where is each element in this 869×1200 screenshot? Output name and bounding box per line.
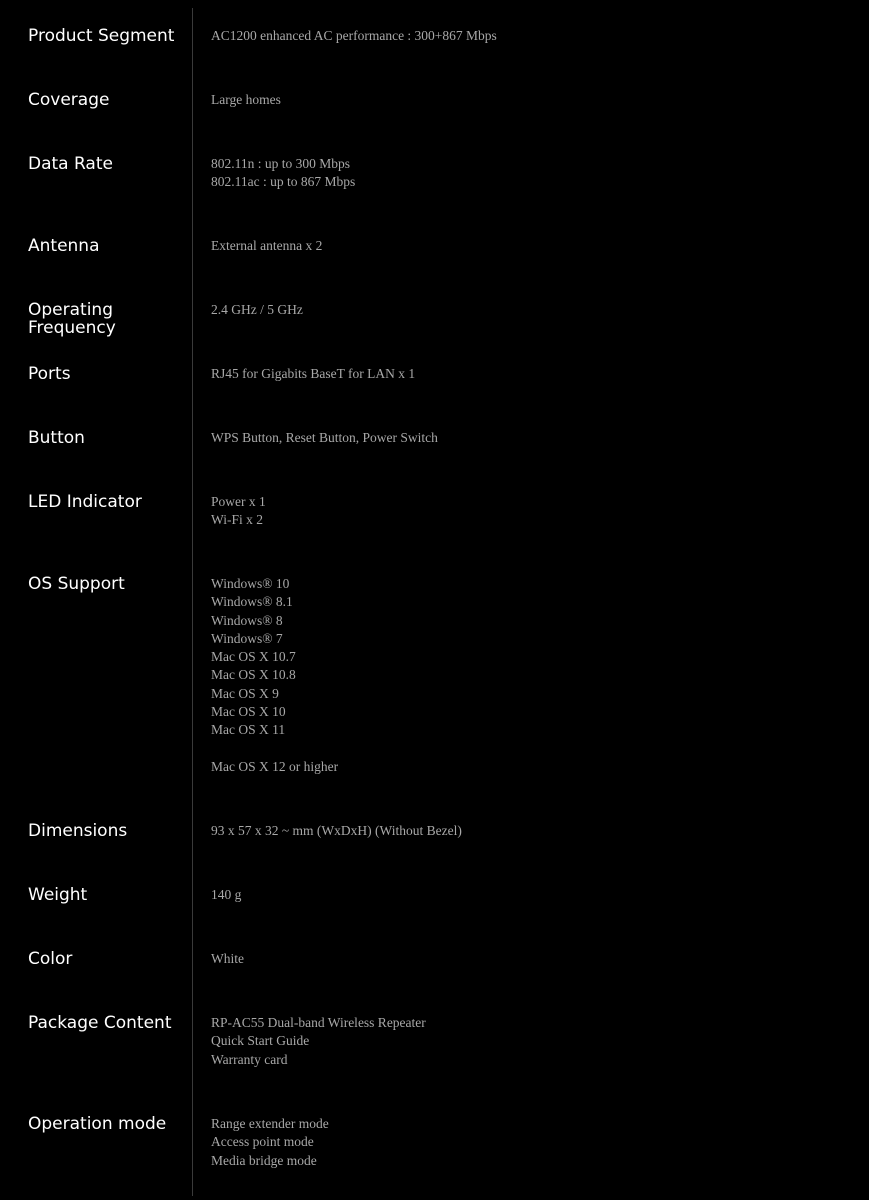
- spec-values: [211, 1014, 851, 1069]
- spec-values: [211, 822, 851, 840]
- spec-label: LED Indicator: [28, 492, 142, 512]
- spec-value: Mac OS X 10: [211, 704, 286, 720]
- spec-value: Windows® 10: [211, 576, 290, 591]
- spec-value: 802.11n : up to 300 Mbps: [211, 156, 351, 171]
- spec-value: Media bridge mode: [211, 1152, 317, 1168]
- spec-label: OS Support: [28, 574, 125, 594]
- spec-values: [211, 237, 851, 255]
- spec-value: Mac OS X 10.8: [211, 667, 296, 683]
- spec-value: AC1200 enhanced AC performance : 300+867 Mbps: [211, 28, 497, 43]
- spec-value-gap: [211, 740, 851, 758]
- spec-value: Warranty card: [211, 1051, 288, 1067]
- spec-label: Coverage: [28, 90, 110, 110]
- spec-value: Power x 1: [211, 494, 266, 509]
- spec-value: Large homes: [211, 92, 281, 107]
- spec-label: Data Rate: [28, 154, 113, 174]
- spec-values: [211, 91, 851, 109]
- spec-label: Ports: [28, 364, 71, 384]
- spec-value: 93 x 57 x 32 ~ mm (WxDxH) (Without Bezel): [211, 823, 462, 838]
- spec-values: [211, 493, 851, 530]
- spec-value: WPS Button, Reset Button, Power Switch: [211, 430, 438, 445]
- spec-values: [211, 429, 851, 447]
- spec-value: 2.4 GHz / 5 GHz: [211, 302, 303, 317]
- spec-value: RP-AC55 Dual-band Wireless Repeater: [211, 1015, 426, 1030]
- spec-label: Dimensions: [28, 821, 128, 841]
- spec-label: Operation mode: [28, 1114, 167, 1134]
- spec-value: Access point mode: [211, 1134, 314, 1150]
- spec-values: [211, 301, 851, 319]
- spec-values: [211, 950, 851, 968]
- spec-value: Wi-Fi x 2: [211, 512, 263, 528]
- spec-value: Mac OS X 10.7: [211, 649, 296, 665]
- spec-value: Quick Start Guide: [211, 1033, 310, 1049]
- spec-label: Button: [28, 428, 85, 448]
- spec-values: [211, 886, 851, 904]
- column-divider: [192, 8, 193, 1196]
- spec-values: [211, 27, 851, 45]
- spec-label: Weight: [28, 885, 88, 905]
- spec-value: Mac OS X 12 or higher: [211, 758, 339, 774]
- spec-label: Operating Frequency: [28, 300, 116, 338]
- spec-values: [211, 1115, 851, 1170]
- spec-value: Windows® 7: [211, 630, 283, 646]
- spec-value: White: [211, 951, 244, 966]
- spec-label: Product Segment: [28, 26, 175, 46]
- spec-value: RJ45 for Gigabits BaseT for LAN x 1: [211, 366, 416, 381]
- spec-value: Mac OS X 11: [211, 722, 286, 738]
- spec-value: Windows® 8: [211, 612, 283, 628]
- spec-value: External antenna x 2: [211, 238, 323, 253]
- spec-value: Range extender mode: [211, 1116, 329, 1131]
- spec-values: [211, 365, 851, 383]
- spec-label: Package Content: [28, 1013, 172, 1033]
- spec-values: [211, 155, 851, 192]
- spec-label: Color: [28, 949, 73, 969]
- spec-values: [211, 575, 851, 776]
- spec-value: 802.11ac : up to 867 Mbps: [211, 174, 356, 190]
- spec-label: Antenna: [28, 236, 100, 256]
- spec-value: Mac OS X 9: [211, 685, 279, 701]
- spec-value: Windows® 8.1: [211, 594, 293, 610]
- spec-value: 140 g: [211, 887, 242, 902]
